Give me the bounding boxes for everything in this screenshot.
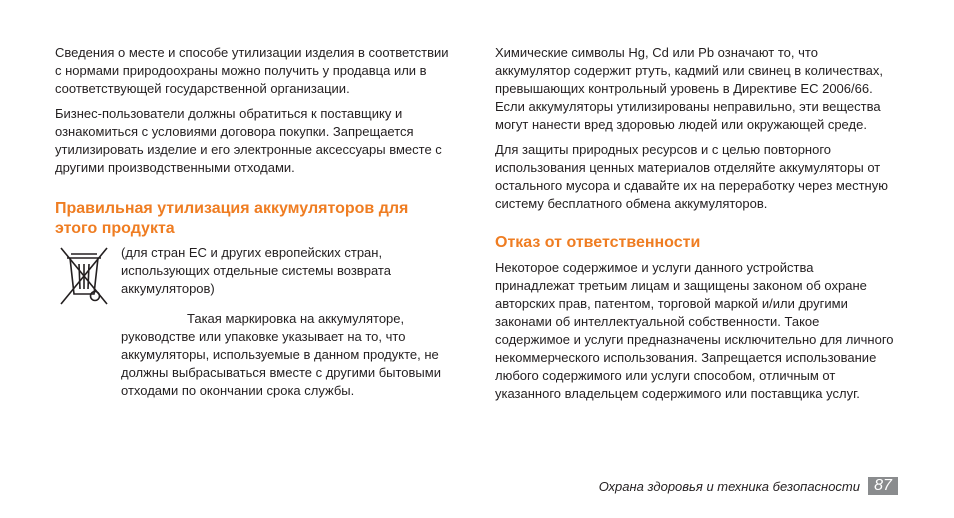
crossed-out-wheelie-bin-icon: [55, 244, 113, 308]
disclaimer-heading: Отказ от ответственности: [495, 234, 701, 251]
battery-marking-block: [55, 244, 455, 400]
page-footer: [599, 477, 898, 495]
resource-protection-paragraph: Для защиты природных ресурсов и с целью повторного использования ценных материалов отделяйте аккумуляторы от остального мусора и сдавайте их на переработку через местную систему бесплатного обмена аккумуляторов.: [495, 142, 888, 211]
eu-countries-note: (для стран ЕС и других европейских стран, использующих отдельные системы возврата аккумуляторов): [121, 245, 391, 296]
battery-marking-paragraph: Такая маркировка на аккумуляторе, руководстве или упаковке указывает на то, что аккумуляторы, используемые в данном продукте, не должны выбрасываться вместе с другими бытовыми отходами по окончании срока службы.: [121, 311, 441, 398]
disposal-info-paragraph: Сведения о месте и способе утилизации изделия в соответствии с нормами природоохраны можно получить у продавца или в соответствующей государственной организации.: [55, 45, 449, 96]
left-column: [55, 44, 455, 400]
page-number-badge: 87: [868, 477, 898, 495]
right-column: [495, 44, 895, 403]
chemical-symbols-paragraph: Химические символы Hg, Cd или Pb означают то, что аккумулятор содержит ртуть, кадмий или свинец в количествах, превышающих контрольный уровень в Директиве ЕС 2006/66. Если аккумуляторы утилизированы неправильно, эти вещества могут нанести вред здоровью людей или окружающей среде.: [495, 45, 883, 132]
disclaimer-paragraph: Некоторое содержимое и услуги данного устройства принадлежат третьим лицам и защищены законом об охране авторских прав, патентом, торговой маркой и/или другими законами об интеллектуальной собственности. Такое содержимое и услуги предназначены исключительно для личного некоммерческого использования. Запрещается использование любого содержимого или услуги способом, отличным от указанного владельцем содержимого или поставщика услуг.: [495, 260, 894, 401]
battery-disposal-heading: Правильная утилизация аккумуляторов для этого продукта: [55, 200, 409, 237]
footer-section-title: Охрана здоровья и техника безопасности: [598, 478, 860, 494]
business-users-paragraph: Бизнес-пользователи должны обратиться к поставщику и ознакомиться с условиями договора покупки. Запрещается утилизировать изделие и его электронные аксессуары вместе с другими производственными отходами.: [55, 106, 442, 175]
